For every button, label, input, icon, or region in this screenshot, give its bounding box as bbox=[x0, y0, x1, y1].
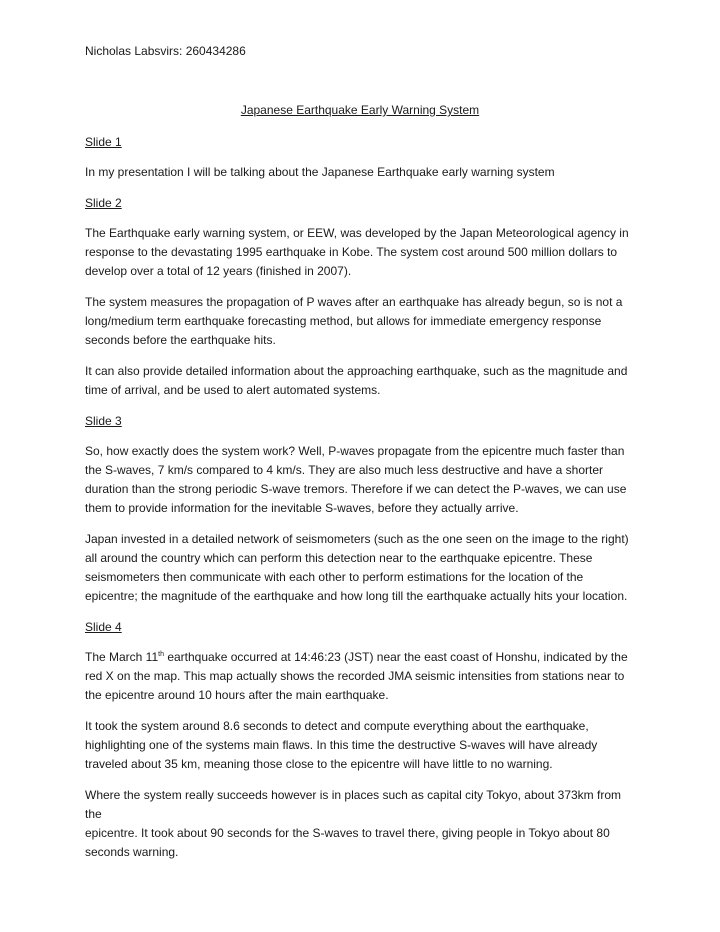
slide-4-heading: Slide 4 bbox=[85, 620, 122, 634]
slide-2-heading: Slide 2 bbox=[85, 196, 122, 210]
slide-4-paragraph-2: It took the system around 8.6 seconds to detect and compute everything about the earthquake, highlighting one of the systems main flaws. In this time the destructive S-waves will have already traveled about 35 km, meaning those close to the epicentre will have little to no warning. bbox=[85, 719, 598, 771]
slide-4-paragraph-1 bbox=[85, 648, 637, 705]
slide-3-paragraph-1: So, how exactly does the system work? Well, P-waves propagate from the epicentre much faster than the S-waves, 7 km/s compared to 4 km/s. They are also much less destructive and have a shorter duration than the strong periodic S-wave tremors. Therefore if we can detect the P-waves, we can use them to provide information for the inevitable S-waves, before they actually arrive. bbox=[85, 444, 627, 515]
document-title bbox=[0, 103, 720, 117]
slide-3-paragraph-2: Japan invested in a detailed network of seismometers (such as the one seen on the image to the right) all around the country which can perform this detection near to the earthquake epicentre. These seismometers then communicate with each other to perform estimations for the location of the epicentre; the magnitude of the earthquake and how long till the earthquake actually hits your location. bbox=[85, 532, 629, 603]
slide-2-section bbox=[85, 194, 637, 400]
document-body bbox=[85, 133, 637, 874]
author-line: Nicholas Labsvirs: 260434286 bbox=[85, 44, 246, 58]
ordinal-superscript: th bbox=[158, 651, 164, 658]
slide-3-heading: Slide 3 bbox=[85, 414, 122, 428]
slide-1-section bbox=[85, 133, 637, 182]
slide-2-paragraph-3: It can also provide detailed information about the approaching earthquake, such as the magnitude and time of arrival, and be used to alert automated systems. bbox=[85, 364, 628, 397]
slide-4-paragraph-1-rest: earthquake occurred at 14:46:23 (JST) near the east coast of Honshu, indicated by the red X on the map. This map actually shows the recorded JMA seismic intensities from stations near to the epicentre around 10 hours after the main earthquake. bbox=[85, 650, 628, 702]
slide-3-section bbox=[85, 412, 637, 606]
slide-2-paragraph-1: The Earthquake early warning system, or EEW, was developed by the Japan Meteorological agency in response to the devastating 1995 earthquake in Kobe. The system cost around 500 million dollars to develop over a total of 12 years (finished in 2007). bbox=[85, 226, 629, 278]
slide-4-section bbox=[85, 618, 637, 862]
slide-1-paragraph-1: In my presentation I will be talking about the Japanese Earthquake early warning system bbox=[85, 165, 555, 179]
document-title-text: Japanese Earthquake Early Warning System bbox=[240, 103, 480, 117]
slide-4-paragraph-3: Where the system really succeeds however is in places such as capital city Tokyo, about 373km from the epicentre. It took about 90 seconds for the S-waves to travel there, giving people in Tokyo about 80 seconds warning. bbox=[85, 788, 622, 859]
slide-4-paragraph-1-start: The March 11 bbox=[85, 650, 159, 664]
slide-1-heading: Slide 1 bbox=[85, 135, 122, 149]
slide-2-paragraph-2: The system measures the propagation of P waves after an earthquake has already begun, so is not a long/medium term earthquake forecasting method, but allows for immediate emergency response seconds before the earthquake hits. bbox=[85, 295, 623, 347]
